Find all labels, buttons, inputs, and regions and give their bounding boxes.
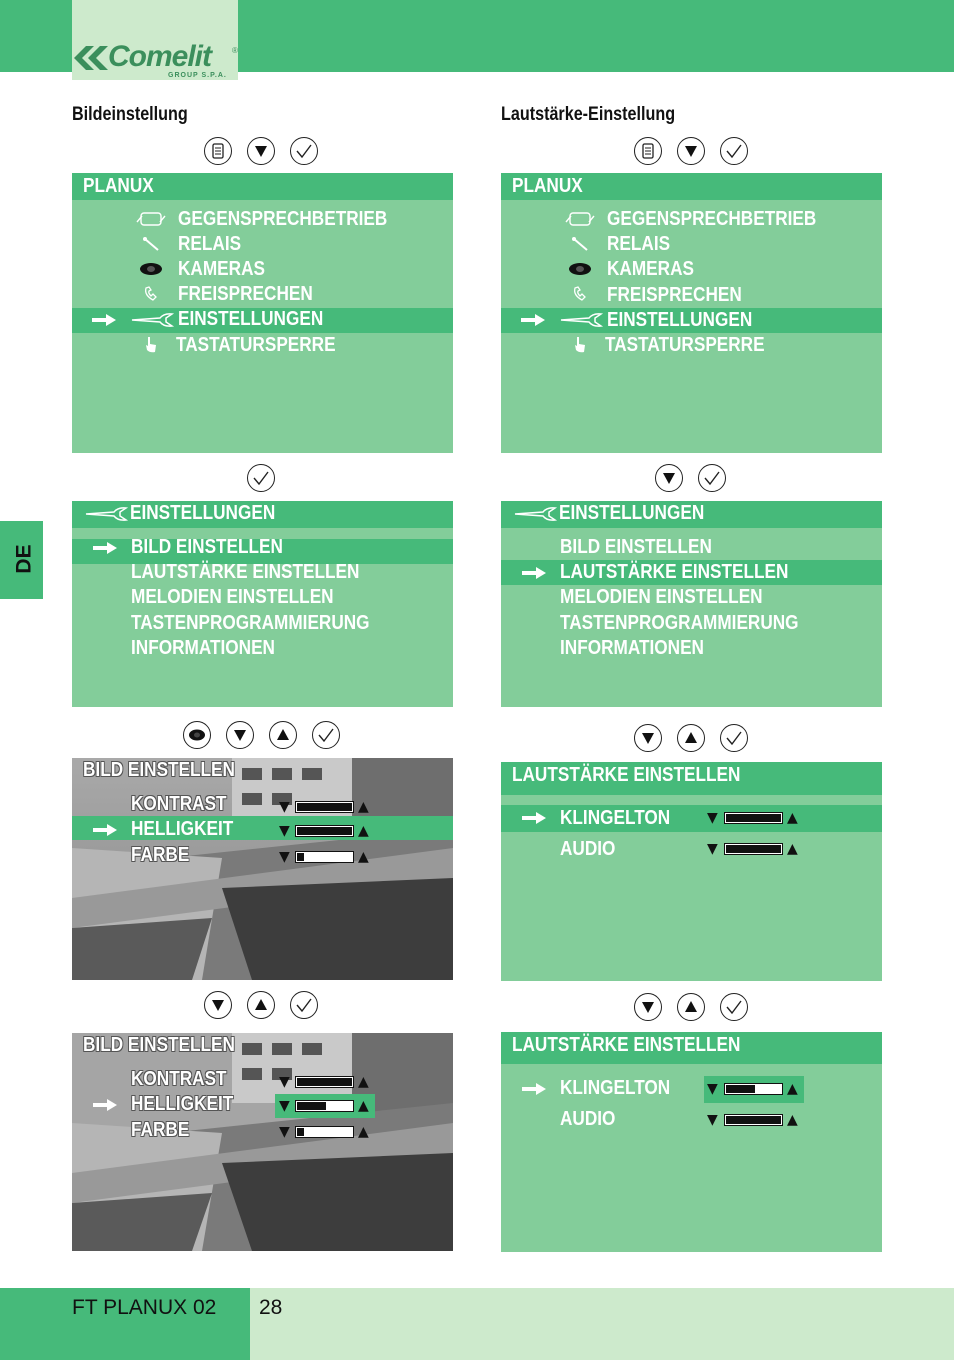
decrease-icon[interactable]: ▼ xyxy=(279,1124,290,1140)
level-fill xyxy=(297,853,304,861)
down-button[interactable] xyxy=(677,137,705,165)
menu-item[interactable]: TASTATURSPERRE xyxy=(176,334,336,356)
level-fill xyxy=(726,1116,781,1124)
up-button[interactable] xyxy=(677,724,705,752)
wrench-icon xyxy=(559,312,605,328)
screen-title: LAUTSTÄRKE EINSTELLEN xyxy=(512,1034,741,1056)
planux-screen-left xyxy=(72,173,453,453)
camera-image-screen-2 xyxy=(72,1033,453,1251)
level-fill xyxy=(726,845,781,853)
level-fill xyxy=(297,1128,304,1136)
menu-icon xyxy=(209,142,227,160)
right-arrow-icon xyxy=(521,314,545,326)
increase-icon[interactable]: ▲ xyxy=(358,823,369,839)
ok-button[interactable] xyxy=(698,464,726,492)
relay-icon xyxy=(565,235,595,253)
level-fill xyxy=(726,814,781,822)
right-arrow-icon xyxy=(93,542,117,554)
arrow-down-icon xyxy=(639,998,657,1016)
menu-item[interactable]: KONTRAST xyxy=(131,793,227,815)
selected-row-highlight xyxy=(72,816,453,840)
down-button[interactable] xyxy=(247,137,275,165)
menu-item[interactable]: FARBE xyxy=(131,1119,190,1141)
down-button[interactable] xyxy=(226,721,254,749)
logo-registered: ® xyxy=(232,46,238,55)
camera-icon xyxy=(565,260,595,278)
document-title: FT PLANUX 02 xyxy=(72,1296,217,1319)
up-button[interactable] xyxy=(677,993,705,1021)
menu-item[interactable]: AUDIO xyxy=(560,1108,616,1130)
selected-row-highlight xyxy=(501,805,882,832)
right-arrow-icon xyxy=(93,1099,117,1111)
menu-button[interactable] xyxy=(204,137,232,165)
decrease-icon[interactable]: ▼ xyxy=(707,810,718,826)
checkmark-icon xyxy=(317,726,335,744)
menu-item[interactable]: HELLIGKEIT xyxy=(131,1093,234,1115)
increase-icon[interactable]: ▲ xyxy=(787,841,798,857)
menu-item[interactable]: LAUTSTÄRKE EINSTELLEN xyxy=(131,561,360,583)
menu-item[interactable]: KLINGELTON xyxy=(560,807,671,829)
eye-icon xyxy=(188,726,206,744)
increase-icon[interactable]: ▲ xyxy=(358,849,369,865)
up-button[interactable] xyxy=(247,991,275,1019)
footer-bar-light xyxy=(250,1288,954,1360)
ok-button[interactable] xyxy=(290,991,318,1019)
hand-icon xyxy=(565,336,595,354)
screen-title: PLANUX xyxy=(512,175,583,197)
checkmark-icon xyxy=(725,729,743,747)
arrow-down-icon xyxy=(639,729,657,747)
down-button[interactable] xyxy=(655,464,683,492)
camera-button[interactable] xyxy=(183,721,211,749)
screen-title: LAUTSTÄRKE EINSTELLEN xyxy=(512,764,741,786)
level-fill xyxy=(297,827,352,835)
decrease-icon[interactable]: ▼ xyxy=(279,799,290,815)
screen-title: EINSTELLUNGEN xyxy=(559,502,705,524)
menu-item[interactable]: MELODIEN EINSTELLEN xyxy=(560,586,763,608)
level-bar xyxy=(295,1100,354,1112)
right-arrow-icon xyxy=(92,314,116,326)
menu-item[interactable]: KLINGELTON xyxy=(560,1077,671,1099)
decrease-icon[interactable]: ▼ xyxy=(279,849,290,865)
logo-group: GROUP S.P.A. xyxy=(168,72,227,79)
ok-button[interactable] xyxy=(720,993,748,1021)
page-number: 28 xyxy=(259,1296,283,1319)
menu-item[interactable]: TASTENPROGRAMMIERUNG xyxy=(131,612,370,634)
increase-icon[interactable]: ▲ xyxy=(787,1112,798,1128)
arrow-down-icon xyxy=(252,142,270,160)
menu-item[interactable]: KAMERAS xyxy=(178,258,265,280)
wrench-icon xyxy=(130,312,176,328)
menu-item[interactable]: INFORMATIONEN xyxy=(560,637,704,659)
camera-icon xyxy=(136,260,166,278)
ok-button[interactable] xyxy=(720,137,748,165)
screen-title: EINSTELLUNGEN xyxy=(130,502,276,524)
level-bar xyxy=(295,825,354,837)
ok-button[interactable] xyxy=(312,721,340,749)
level-fill xyxy=(297,1102,326,1110)
arrow-down-icon xyxy=(660,469,678,487)
level-bar xyxy=(295,851,354,863)
intercom-icon xyxy=(136,210,166,228)
logo-brand: Comelit xyxy=(108,40,212,73)
volume-screen-2 xyxy=(501,1032,882,1252)
right-section-title: Lautstärke-Einstellung xyxy=(501,104,676,125)
wrench-icon xyxy=(513,506,559,522)
increase-icon[interactable]: ▲ xyxy=(787,810,798,826)
left-section-title: Bildeinstellung xyxy=(72,104,188,125)
menu-item[interactable]: BILD EINSTELLEN xyxy=(560,536,712,558)
camera-photo xyxy=(72,1033,453,1251)
right-arrow-icon xyxy=(522,567,546,579)
checkmark-icon xyxy=(295,142,313,160)
camera-image-screen-1 xyxy=(72,758,453,980)
checkmark-icon xyxy=(295,996,313,1014)
right-arrow-icon xyxy=(522,1083,546,1095)
level-bar xyxy=(724,812,783,824)
menu-item[interactable]: TASTENPROGRAMMIERUNG xyxy=(560,612,799,634)
screen-title: PLANUX xyxy=(83,175,154,197)
menu-item[interactable]: INFORMATIONEN xyxy=(131,637,275,659)
camera-photo xyxy=(72,758,453,980)
settings-screen-right xyxy=(501,501,882,707)
increase-icon[interactable]: ▲ xyxy=(358,1124,369,1140)
ok-button[interactable] xyxy=(290,137,318,165)
menu-item[interactable]: EINSTELLUNGEN xyxy=(607,309,753,331)
arrow-down-icon xyxy=(682,142,700,160)
menu-button[interactable] xyxy=(634,137,662,165)
checkmark-icon xyxy=(725,998,743,1016)
arrow-up-icon xyxy=(274,726,292,744)
level-bar xyxy=(724,843,783,855)
menu-item[interactable]: KONTRAST xyxy=(131,1068,227,1090)
menu-item[interactable]: FREISPRECHEN xyxy=(178,283,313,305)
menu-item[interactable]: EINSTELLUNGEN xyxy=(178,308,324,330)
level-fill xyxy=(726,1085,755,1093)
level-bar xyxy=(724,1083,783,1095)
relay-icon xyxy=(136,235,166,253)
menu-item[interactable]: FARBE xyxy=(131,844,190,866)
increase-icon[interactable]: ▲ xyxy=(358,1074,369,1090)
increase-icon[interactable]: ▲ xyxy=(787,1081,798,1097)
menu-item[interactable]: RELAIS xyxy=(178,233,242,255)
decrease-icon[interactable]: ▼ xyxy=(279,1098,290,1114)
decrease-icon[interactable]: ▼ xyxy=(279,1074,290,1090)
level-bar xyxy=(295,1076,354,1088)
arrow-up-icon xyxy=(252,996,270,1014)
decrease-icon[interactable]: ▼ xyxy=(707,1112,718,1128)
level-bar xyxy=(724,1114,783,1126)
phone-icon xyxy=(565,285,595,303)
comelit-logo-icon xyxy=(74,44,110,72)
level-fill xyxy=(297,1078,352,1086)
menu-icon xyxy=(639,142,657,160)
level-fill xyxy=(297,803,352,811)
menu-item[interactable]: FREISPRECHEN xyxy=(607,284,742,306)
level-bar xyxy=(295,801,354,813)
menu-item[interactable]: BILD EINSTELLEN xyxy=(131,536,283,558)
right-arrow-icon xyxy=(93,824,117,836)
hand-icon xyxy=(136,336,166,354)
language-tab xyxy=(0,521,43,599)
intercom-icon xyxy=(565,210,595,228)
arrow-up-icon xyxy=(682,729,700,747)
decrease-icon[interactable]: ▼ xyxy=(707,1081,718,1097)
ok-button[interactable] xyxy=(720,724,748,752)
increase-icon[interactable]: ▲ xyxy=(358,1098,369,1114)
wrench-icon xyxy=(84,506,130,522)
arrow-up-icon xyxy=(682,998,700,1016)
screen-title: BILD EINSTELLEN xyxy=(83,759,235,781)
checkmark-icon xyxy=(703,469,721,487)
screen-title: BILD EINSTELLEN xyxy=(83,1034,235,1056)
volume-screen-1 xyxy=(501,762,882,981)
menu-item[interactable]: LAUTSTÄRKE EINSTELLEN xyxy=(560,561,789,583)
planux-screen-right xyxy=(501,173,882,453)
decrease-icon[interactable]: ▼ xyxy=(707,841,718,857)
down-button[interactable] xyxy=(634,993,662,1021)
menu-item[interactable]: GEGENSPRECHBETRIEB xyxy=(607,208,817,230)
menu-item[interactable]: MELODIEN EINSTELLEN xyxy=(131,586,334,608)
settings-screen-left xyxy=(72,501,453,707)
arrow-down-icon xyxy=(209,996,227,1014)
right-arrow-icon xyxy=(522,812,546,824)
menu-item[interactable]: HELLIGKEIT xyxy=(131,818,234,840)
language-label: DE xyxy=(12,544,36,574)
menu-item[interactable]: RELAIS xyxy=(607,233,671,255)
menu-item[interactable]: KAMERAS xyxy=(607,258,694,280)
decrease-icon[interactable]: ▼ xyxy=(279,823,290,839)
phone-icon xyxy=(136,285,166,303)
up-button[interactable] xyxy=(269,721,297,749)
increase-icon[interactable]: ▲ xyxy=(358,799,369,815)
menu-item[interactable]: TASTATURSPERRE xyxy=(605,334,765,356)
down-button[interactable] xyxy=(634,724,662,752)
level-bar xyxy=(295,1126,354,1138)
ok-button[interactable] xyxy=(247,464,275,492)
menu-item[interactable]: AUDIO xyxy=(560,838,616,860)
arrow-down-icon xyxy=(231,726,249,744)
down-button[interactable] xyxy=(204,991,232,1019)
checkmark-icon xyxy=(252,469,270,487)
checkmark-icon xyxy=(725,142,743,160)
menu-item[interactable]: GEGENSPRECHBETRIEB xyxy=(178,208,388,230)
